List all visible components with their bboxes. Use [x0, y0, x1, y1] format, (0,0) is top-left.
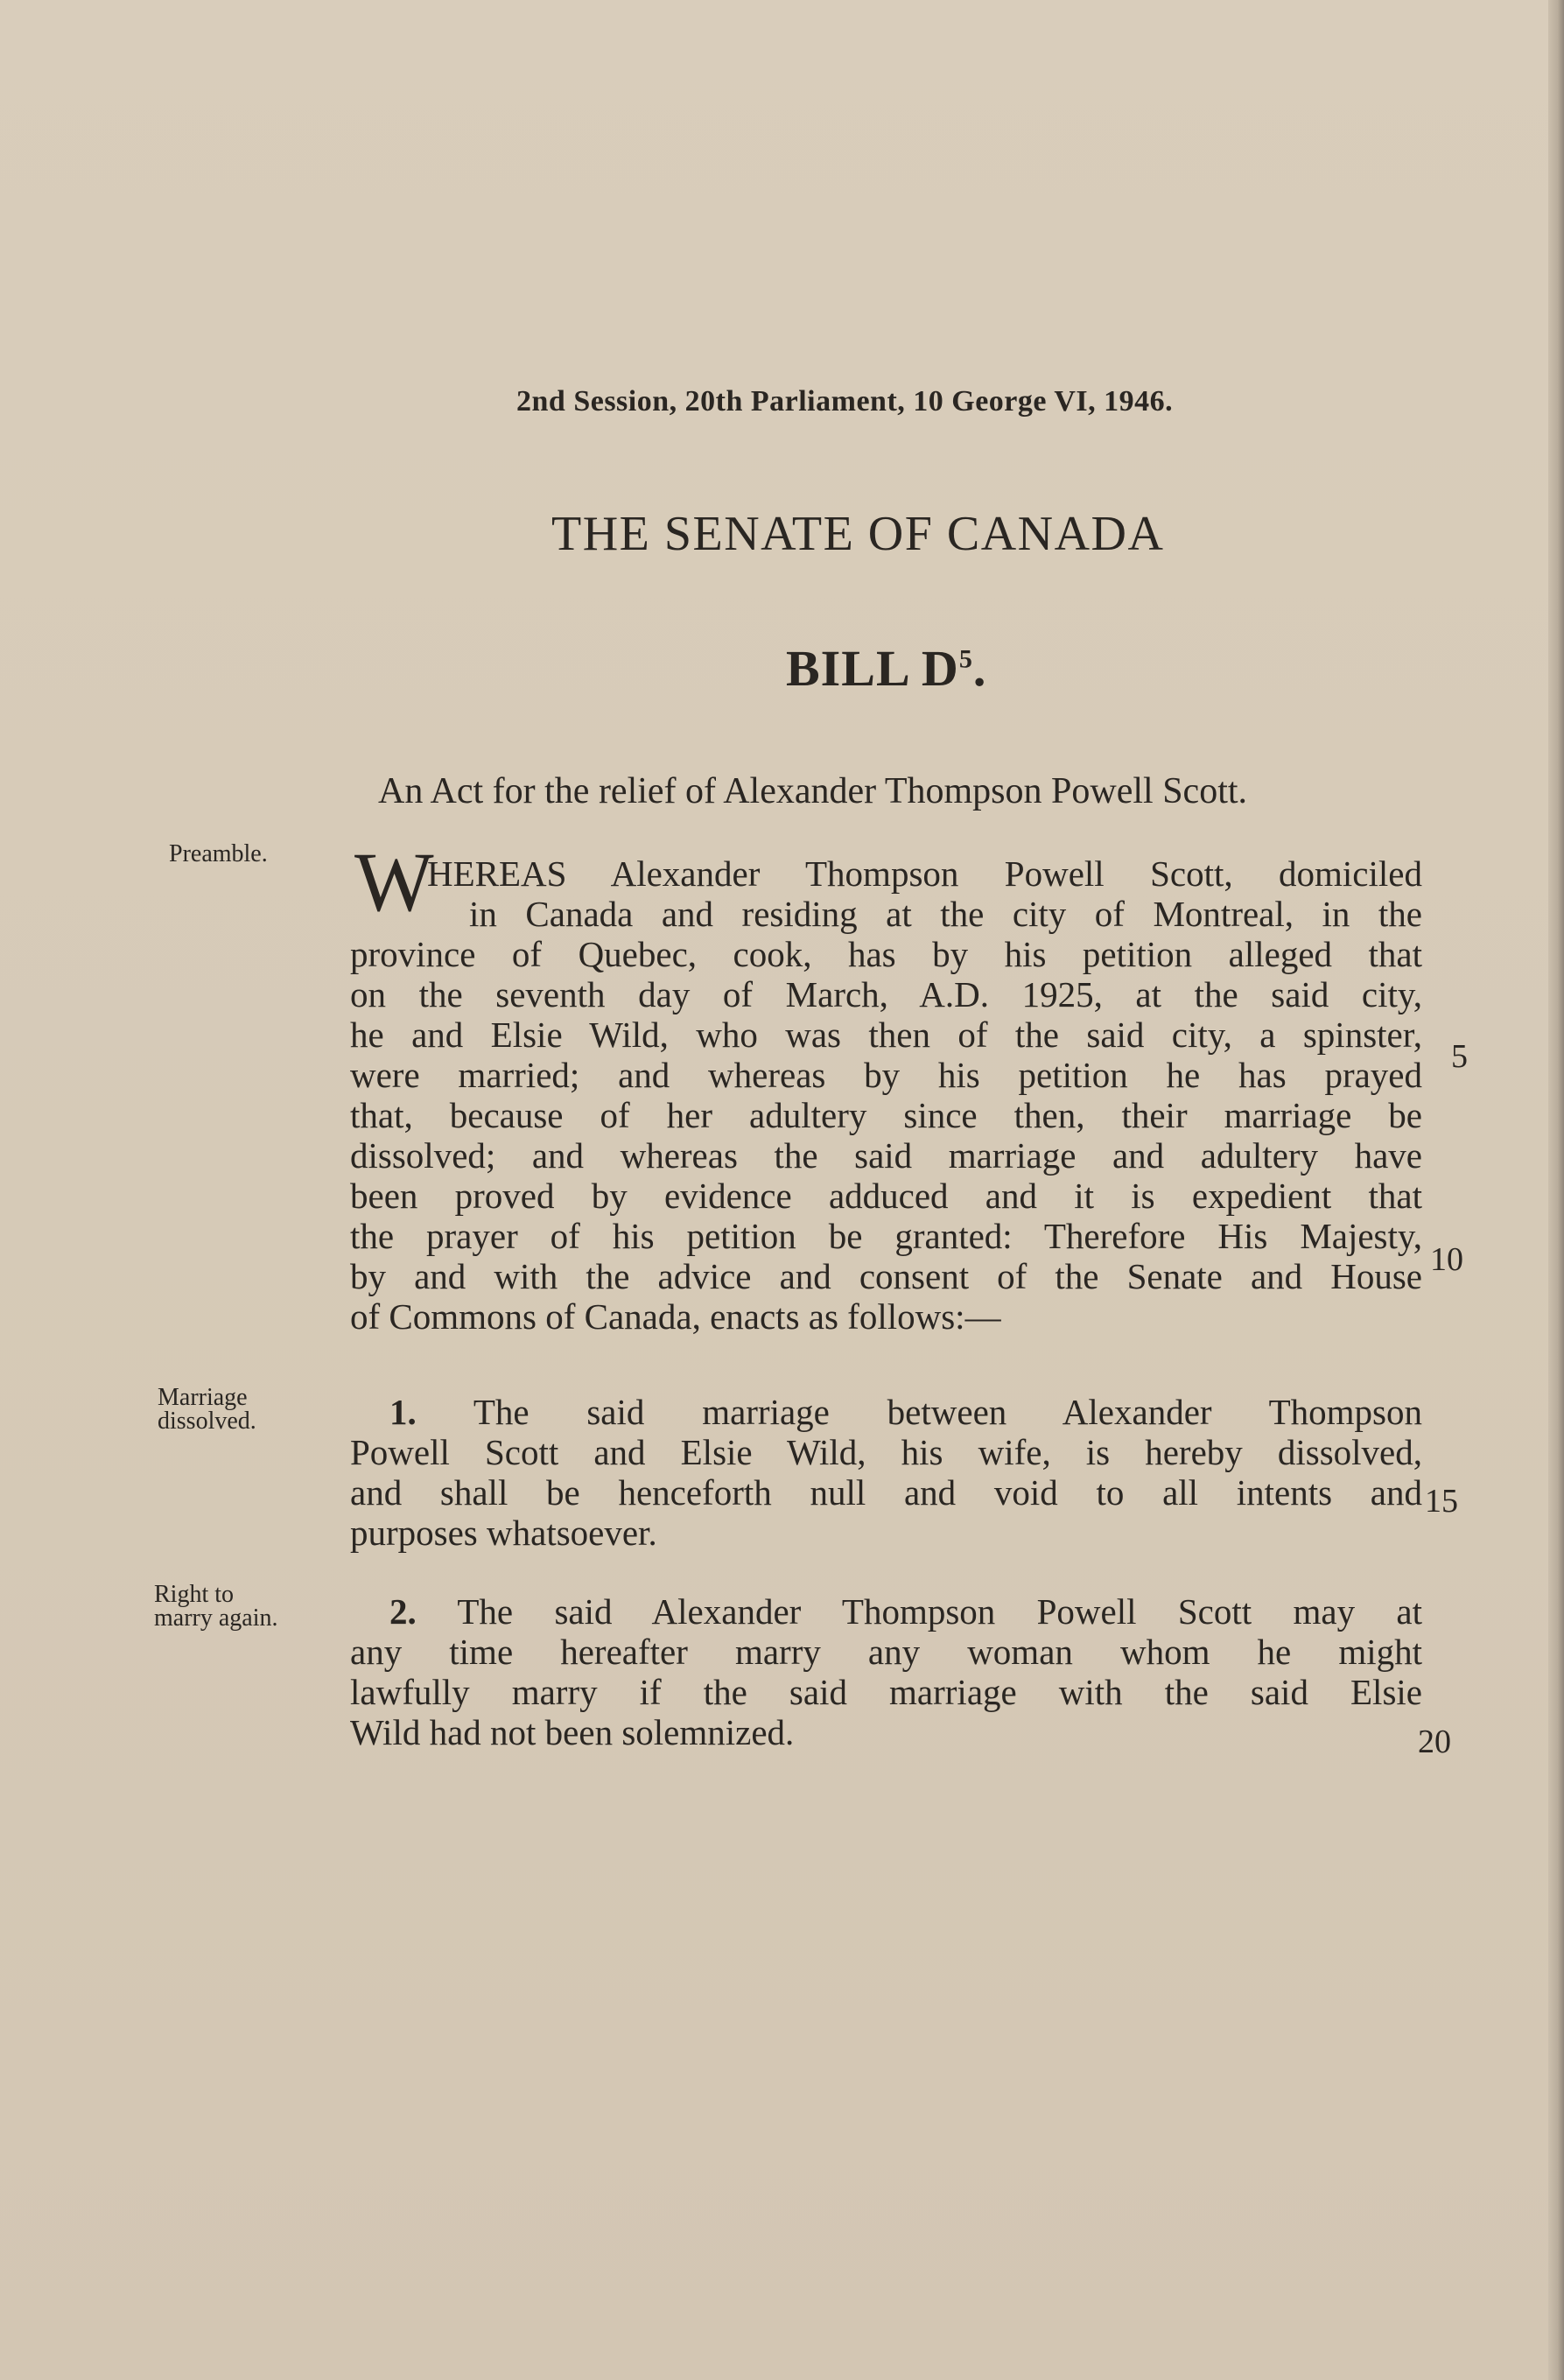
section-2-line: lawfully marry if the said marriage with the said Elsie [350, 1672, 1422, 1712]
preamble-line: by and with the advice and consent of the Senate and House [350, 1256, 1422, 1296]
preamble-line: HEREAS Alexander Thompson Powell Scott, domiciled [427, 853, 1422, 894]
section-1-line: purposes whatsoever. [350, 1513, 657, 1553]
section-1-first-line: The said marriage between Alexander Thompson [473, 1392, 1422, 1432]
margin-note-line: Marriage [158, 1384, 248, 1411]
section-1-line: Powell Scott and Elsie Wild, his wife, is hereby dissolved, [350, 1432, 1422, 1472]
act-title: An Act for the relief of Alexander Thompson Powell Scott. [378, 771, 1248, 811]
preamble-line: were married; and whereas by his petition he has prayed [350, 1055, 1422, 1095]
preamble-line: been proved by evidence adduced and it is expedient that [350, 1176, 1422, 1216]
preamble-line: he and Elsie Wild, who was then of the said city, a spinster, [350, 1014, 1422, 1055]
preamble-line: in Canada and residing at the city of Montreal, in the [469, 894, 1422, 934]
bill-number [786, 639, 986, 698]
margin-note-marriage-dissolved [158, 1386, 256, 1433]
section-1-line [350, 1392, 1422, 1432]
margin-note-line: Right to [154, 1581, 235, 1608]
section-2-line: Wild had not been solemnized. [350, 1712, 795, 1752]
dropcap-letter: W [354, 835, 434, 929]
line-number: 20 [1418, 1724, 1451, 1760]
section-2-line: any time hereafter marry any woman whom he might [350, 1632, 1422, 1672]
bill-suffix: . [972, 640, 987, 697]
page-edge [1548, 0, 1564, 2380]
line-number: 10 [1430, 1241, 1463, 1278]
margin-note-preamble: Preamble. [169, 840, 268, 867]
section-1-line: and shall be henceforth null and void to all intents and [350, 1472, 1422, 1513]
preamble-line: the prayer of his petition be granted: Therefore His Majesty, [350, 1216, 1422, 1256]
section-1-number: 1. [389, 1392, 417, 1432]
session-line: 2nd Session, 20th Parliament, 10 George VI, 1946. [516, 385, 1174, 418]
line-number: 15 [1425, 1483, 1458, 1520]
line-number: 5 [1451, 1038, 1468, 1075]
section-2-number: 2. [389, 1591, 417, 1632]
section-2-first-line: The said Alexander Thompson Powell Scott may at [457, 1591, 1422, 1632]
preamble-line: that, because of her adultery since then, their marriage be [350, 1095, 1422, 1135]
margin-note-line: marry again. [154, 1604, 278, 1632]
section-1-paragraph [350, 1392, 1422, 1553]
bill-superscript: 5 [958, 644, 973, 674]
margin-note-line: dissolved. [158, 1408, 256, 1435]
section-2-paragraph [350, 1591, 1422, 1752]
bill-label: BILL D [786, 640, 959, 697]
preamble-line: dissolved; and whereas the said marriage and adultery have [350, 1135, 1422, 1176]
preamble-paragraph [350, 853, 1422, 1337]
preamble-line: on the seventh day of March, A.D. 1925, at the said city, [350, 974, 1422, 1014]
margin-note-right-to-marry [154, 1583, 278, 1630]
preamble-line: province of Quebec, cook, has by his petition alleged that [350, 934, 1422, 974]
preamble-line: of Commons of Canada, enacts as follows:— [350, 1296, 1001, 1337]
house-title: THE SENATE OF CANADA [551, 507, 1165, 561]
section-2-line [350, 1591, 1422, 1632]
